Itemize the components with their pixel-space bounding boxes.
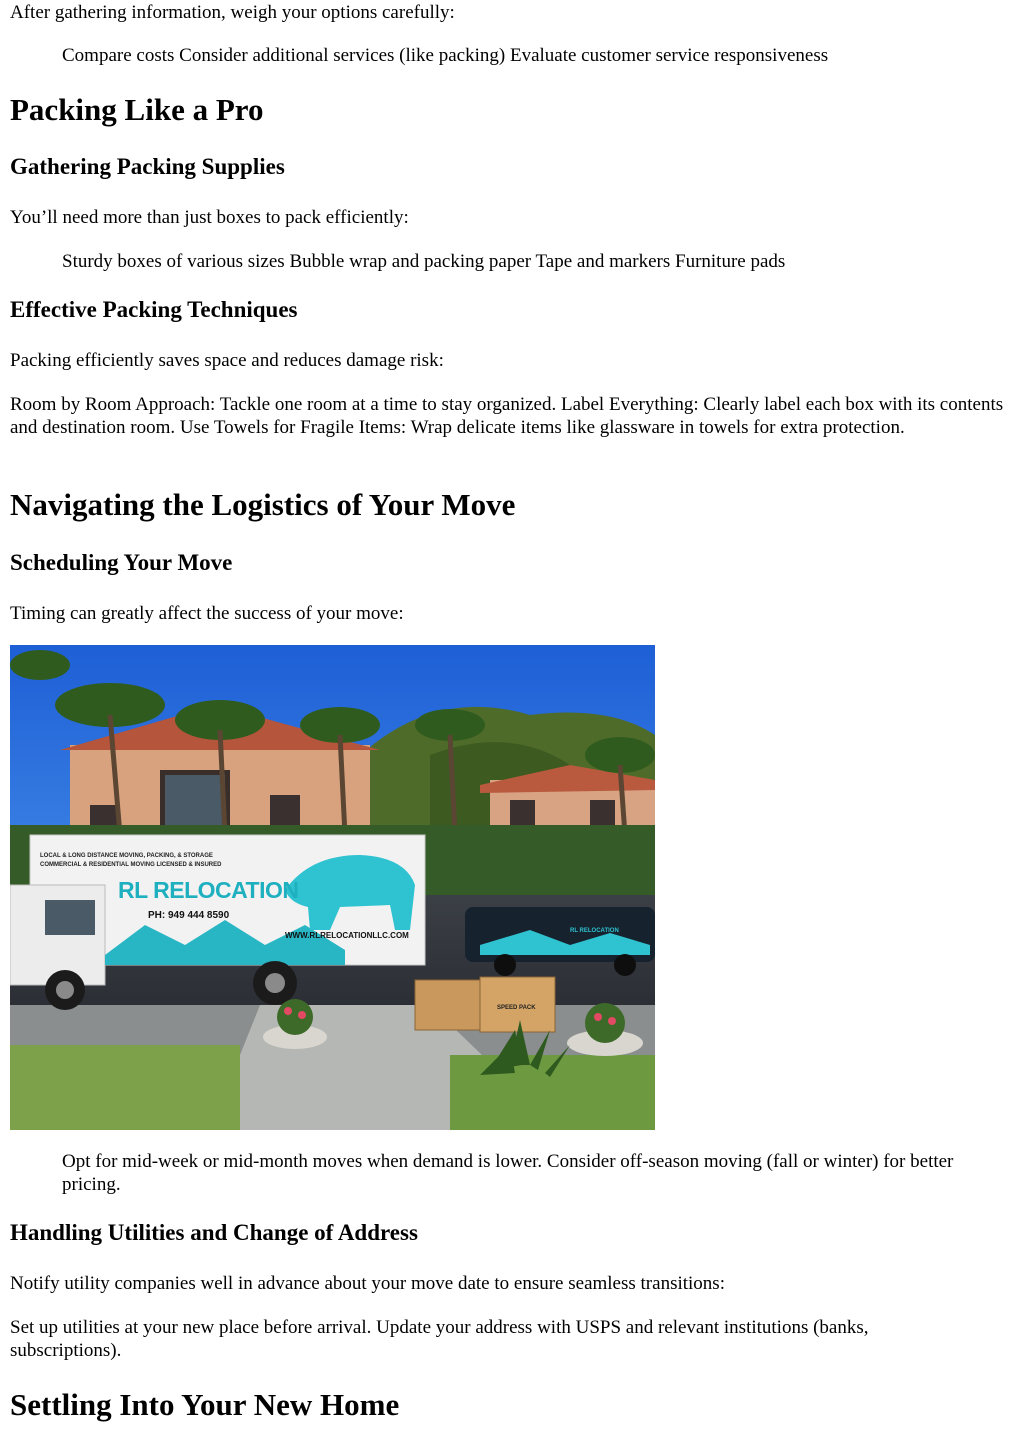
truck-brand-text: RL RELOCATION (118, 877, 299, 903)
supplies-intro: You’ll need more than just boxes to pack efficiently: (10, 207, 409, 228)
van-brand-text: RL RELOCATION (570, 928, 619, 934)
supplies-list: Sturdy boxes of various sizes Bubble wrap and packing paper Tape and markers Furniture pads (62, 251, 786, 272)
techniques-intro: Packing efficiently saves space and reduces damage risk: (10, 350, 444, 371)
utilities-text: Set up utilities at your new place before arrival. Update your address with USPS and relevant institutions (banks, subscriptions). (10, 1317, 869, 1361)
heading-effective-packing-techniques: Effective Packing Techniques (10, 297, 298, 322)
techniques-text: Room by Room Approach: Tackle one room at a time to stay organized. Label Everything: Clearly label each box with its contents and destination room. Use Towels for Fragile Items: Wrap delicate items like glassware in towels for extra protection. (10, 394, 1004, 438)
moving-truck-photo (10, 645, 655, 1130)
truck-phone-text: PH: 949 444 8590 (148, 910, 230, 921)
heading-gathering-packing-supplies: Gathering Packing Supplies (10, 154, 285, 179)
scheduling-list: Opt for mid-week or mid-month moves when demand is lower. Consider off-season moving (fall or winter) for better pricing. (62, 1151, 954, 1195)
scheduling-intro: Timing can greatly affect the success of your move: (10, 603, 404, 624)
heading-settling-into-new-home: Settling Into Your New Home (10, 1387, 400, 1422)
truck-url-text: WWW.RLRELOCATIONLLC.COM (285, 931, 409, 940)
heading-packing-like-a-pro: Packing Like a Pro (10, 92, 264, 127)
options-intro: After gathering information, weigh your options carefully: (10, 2, 455, 23)
heading-handling-utilities: Handling Utilities and Change of Address (10, 1220, 418, 1245)
heading-navigating-logistics: Navigating the Logistics of Your Move (10, 487, 516, 522)
utilities-intro: Notify utility companies well in advance about your move date to ensure seamless transitions: (10, 1273, 725, 1294)
heading-scheduling-your-move: Scheduling Your Move (10, 550, 233, 575)
options-list: Compare costs Consider additional services (like packing) Evaluate customer service responsiveness (62, 45, 829, 66)
box-label-text: SPEED PACK (497, 1005, 536, 1011)
truck-service-lines: LOCAL & LONG DISTANCE MOVING, PACKING, & STORAGE COMMERCIAL & RESIDENTIAL MOVING LICENSED & INSURED (40, 853, 222, 868)
